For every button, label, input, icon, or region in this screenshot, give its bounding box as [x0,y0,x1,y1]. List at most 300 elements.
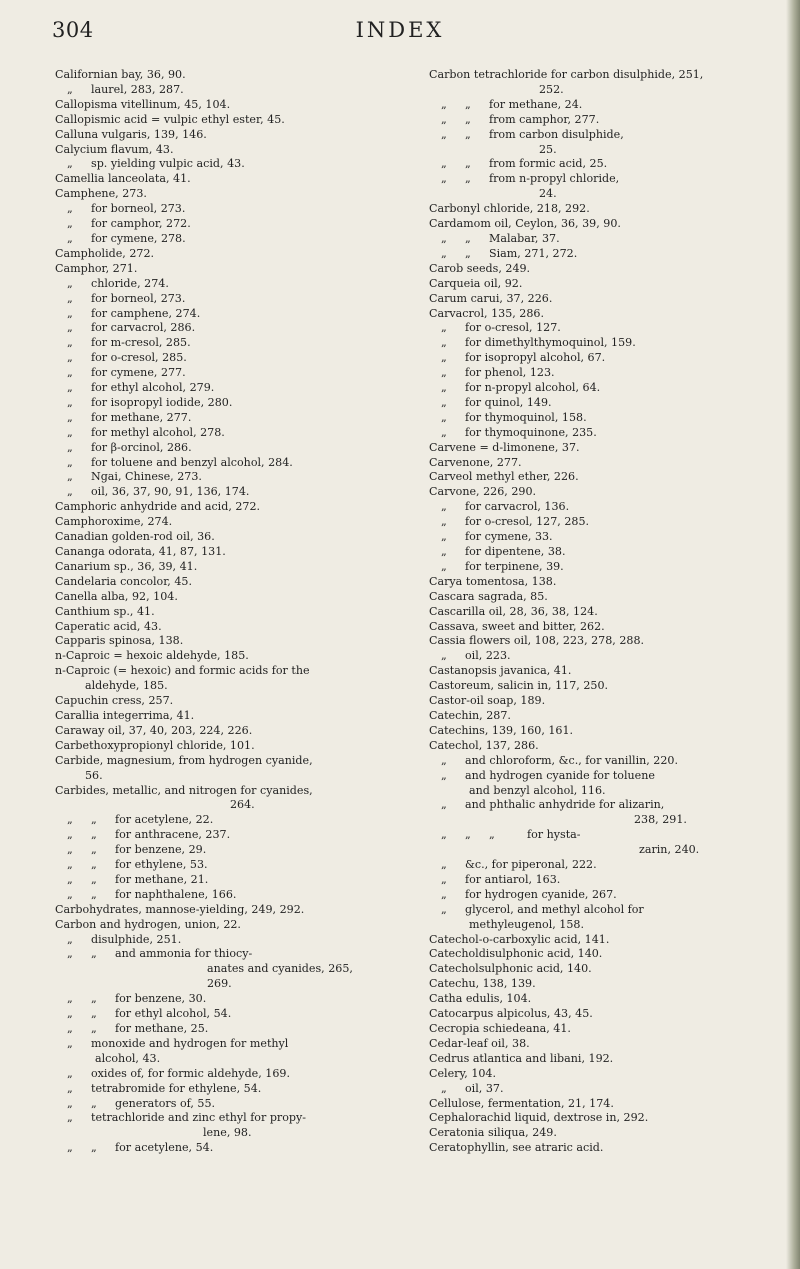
index-entry-text: from carbon disulphide, [489,127,624,141]
index-entry [429,485,779,500]
index-entry [55,277,411,292]
ditto-mark: „ [67,1036,73,1050]
index-entry [429,426,779,441]
index-entry [429,1111,779,1126]
index-entry-text: for o-cresol, 127, 285. [465,515,590,529]
index-entry [429,381,779,396]
index-entry [55,426,411,441]
index-entry-text: Capparis spinosa, 138. [55,634,184,648]
index-entry-text: for benzene, 29. [115,843,207,857]
index-entry-text: n-Caproic = hexoic aldehyde, 185. [55,649,249,663]
index-entry [429,798,779,813]
index-entry-text: for thymoquinone, 235. [465,425,597,439]
index-entry [429,307,779,322]
ditto-mark: „ [441,351,447,365]
ditto-mark: „ [67,366,73,380]
index-entry [429,903,779,918]
index-entry [429,545,779,560]
index-entry [429,724,779,739]
index-entry-text: Carbonyl chloride, 218, 292. [429,202,590,216]
index-column-right [429,68,779,1156]
index-entry-text: Carvacrol, 135, 286. [429,306,545,320]
page-header [0,18,800,48]
index-entry-text: Canthium sp., 41. [55,604,155,618]
index-entry-text: for cymene, 277. [91,366,186,380]
index-entry [429,575,779,590]
index-entry [55,381,411,396]
index-entry-text: for isopropyl alcohol, 67. [465,351,606,365]
index-entry [55,1007,411,1022]
index-entry-text: Ngai, Chinese, 273. [91,470,202,484]
index-entry-text: 56. [85,768,103,782]
ditto-mark: „ [67,82,73,96]
index-entry [429,262,779,277]
index-entry-text: oil, 223. [465,649,511,663]
index-entry [429,679,779,694]
index-entry [429,83,779,98]
index-entry [55,1067,411,1082]
index-entry-text: and hydrogen cyanide for toluene [465,768,655,782]
ditto-mark: „ [91,872,97,886]
ditto-mark: „ [465,157,471,171]
ditto-mark: „ [67,947,73,961]
index-entry [429,232,779,247]
index-entry-text: Calycium flavum, 43. [55,142,174,156]
index-entry [55,247,411,262]
index-entry-text: for o-cresol, 285. [91,351,187,365]
ditto-mark: „ [441,425,447,439]
index-entry-text: for ethylene, 53. [115,858,208,872]
ditto-mark: „ [91,843,97,857]
index-entry [55,888,411,903]
ditto-mark: „ [441,366,447,380]
index-entry [55,992,411,1007]
index-entry [55,560,411,575]
ditto-mark: „ [441,559,447,573]
index-entry-text: Castor-oil soap, 189. [429,694,546,708]
ditto-mark: „ [465,97,471,111]
index-entry [55,143,411,158]
index-entry [55,470,411,485]
index-entry [429,202,779,217]
index-entry-text: and chloroform, &c., for vanillin, 220. [465,753,679,767]
ditto-mark: „ [67,1111,73,1125]
index-entry [55,411,411,426]
index-entry [429,1141,779,1156]
index-entry-text: Carum carui, 37, 226. [429,291,553,305]
index-entry-text: Cephalorachid liquid, dextrose in, 292. [429,1111,649,1125]
ditto-mark: „ [91,887,97,901]
index-entry-text: lene, 98. [203,1126,252,1140]
ditto-mark: „ [67,425,73,439]
index-entry [55,918,411,933]
index-entry [429,68,779,83]
index-entry [429,754,779,769]
index-entry [429,709,779,724]
index-entry-text: for isopropyl iodide, 280. [91,395,233,409]
index-entry [429,828,779,843]
index-entry [55,1082,411,1097]
ditto-mark: „ [441,1081,447,1095]
index-entry-text: Carveol methyl ether, 226. [429,470,579,484]
index-entry-text: Ceratonia siliqua, 249. [429,1126,557,1140]
index-entry-text: Carya tomentosa, 138. [429,574,557,588]
index-entry [55,590,411,605]
ditto-mark: „ [441,157,447,171]
index-entry [429,1126,779,1141]
index-entry [55,68,411,83]
index-entry-text: for methyl alcohol, 278. [91,425,225,439]
index-entry [429,620,779,635]
index-entry-text: glycerol, and methyl alcohol for [465,902,644,916]
ditto-mark: „ [441,858,447,872]
ditto-mark: „ [67,455,73,469]
index-entry [429,947,779,962]
index-entry-text: 238, 291. [634,813,687,827]
index-entry [429,396,779,411]
index-entry [55,679,411,694]
ditto-mark: „ [67,485,73,499]
index-entry-text: chloride, 274. [91,276,169,290]
index-entry-text: for quinol, 149. [465,395,552,409]
index-entry [55,202,411,217]
index-entry-text: Catechol-o-carboxylic acid, 141. [429,932,610,946]
index-entry-text: Catechins, 139, 160, 161. [429,723,574,737]
index-entry [55,620,411,635]
ditto-mark: „ [441,649,447,663]
index-entry [429,634,779,649]
index-entry [429,843,779,858]
index-entry-text: Cassava, sweet and bitter, 262. [429,619,605,633]
index-entry-text: Callopismic acid = vulpic ethyl ester, 45. [55,112,285,126]
index-entry [429,888,779,903]
ditto-mark: „ [67,470,73,484]
index-entry [55,515,411,530]
ditto-mark: „ [67,1007,73,1021]
ditto-mark: „ [67,351,73,365]
ditto-mark: „ [67,1141,73,1155]
index-entry-text: Ceratophyllin, see atraric acid. [429,1141,604,1155]
index-entry [55,828,411,843]
index-entry-text: for borneol, 273. [91,202,186,216]
index-entry-text: for methane, 21. [115,872,209,886]
index-entry [429,918,779,933]
index-entry [429,1067,779,1082]
ditto-mark: „ [441,97,447,111]
index-entry-text: tetrachloride and zinc ethyl for propy- [91,1111,307,1125]
index-entry [429,1082,779,1097]
index-entry [55,903,411,918]
index-entry-text: Camphene, 273. [55,187,147,201]
index-entry [55,1126,411,1141]
index-entry [429,113,779,128]
index-entry [55,500,411,515]
index-entry [429,456,779,471]
index-entry-text: Cecropia schiedeana, 41. [429,1022,571,1035]
index-entry [429,98,779,113]
index-entry-text: sp. yielding vulpic acid, 43. [91,157,245,171]
index-entry-text: n-Caproic (= hexoic) and formic acids for the [55,664,310,678]
index-entry-text: oxides of, for formic aldehyde, 169. [91,1066,290,1080]
index-entry-text: Catecholsulphonic acid, 140. [429,962,592,976]
index-entry-text: zarin, 240. [639,843,700,857]
index-entry-text: Camellia lanceolata, 41. [55,172,191,186]
ditto-mark: „ [67,992,73,1006]
ditto-mark: „ [67,336,73,350]
index-entry-text: Candelaria concolor, 45. [55,574,193,588]
ditto-mark: „ [441,887,447,901]
running-head: INDEX [355,18,445,42]
index-entry-text: laurel, 283, 287. [91,82,184,96]
index-entry [429,128,779,143]
index-entry [429,694,779,709]
index-entry-text: for carvacrol, 286. [91,321,196,335]
index-entry [429,441,779,456]
index-entry [55,798,411,813]
ditto-mark: „ [91,1022,97,1035]
ditto-mark: „ [441,321,447,335]
index-entry-text: Carbides, metallic, and nitrogen for cyanides, [55,783,313,797]
ditto-mark: „ [441,112,447,126]
index-entry-text: Catha edulis, 104. [429,992,532,1006]
index-entry [55,441,411,456]
index-entry-text: for dimethylthymoquinol, 159. [465,336,636,350]
index-entry [55,694,411,709]
index-entry [55,873,411,888]
index-entry [429,217,779,232]
ditto-mark: „ [465,172,471,186]
index-entry [429,858,779,873]
index-entry [429,172,779,187]
index-entry [55,307,411,322]
ditto-mark: „ [441,530,447,544]
ditto-mark: „ [441,872,447,886]
index-entry-text: Siam, 271, 272. [489,246,578,260]
index-entry [429,739,779,754]
ditto-mark: „ [441,395,447,409]
index-entry-text: for thymoquinol, 158. [465,410,587,424]
index-entry [429,247,779,262]
ditto-mark: „ [67,813,73,827]
index-entry-text: Cellulose, fermentation, 21, 174. [429,1096,614,1110]
index-entry [55,113,411,128]
index-entry-text: Catechu, 138, 139. [429,977,536,991]
ditto-mark: „ [67,321,73,335]
index-entry [429,590,779,605]
index-entry [55,292,411,307]
index-entry-text: for methane, 25. [115,1022,209,1035]
index-entry-text: Cascarilla oil, 28, 36, 38, 124. [429,604,598,618]
ditto-mark: „ [465,112,471,126]
index-entry-text: Carvenone, 277. [429,455,522,469]
index-entry [429,366,779,381]
index-entry-text: Cascara sagrada, 85. [429,589,548,603]
index-entry-text: Camphoroxime, 274. [55,515,173,529]
ditto-mark: „ [441,381,447,395]
index-entry [55,262,411,277]
ditto-mark: „ [67,217,73,231]
index-entry [55,634,411,649]
index-entry [429,605,779,620]
index-entry-text: oil, 37. [465,1081,504,1095]
ditto-mark: „ [67,858,73,872]
ditto-mark: „ [67,202,73,216]
index-entry [55,545,411,560]
ditto-mark: „ [67,231,73,245]
index-entry-text: Carbohydrates, mannose-yielding, 249, 292. [55,902,305,916]
index-entry [429,292,779,307]
page-edge-shadow [786,0,800,1269]
index-entry [429,933,779,948]
ditto-mark: „ [441,172,447,186]
index-entry-text: for camphor, 272. [91,217,191,231]
index-entry [55,1037,411,1052]
index-entry [55,98,411,113]
index-entry [55,605,411,620]
index-entry [429,1007,779,1022]
index-entry-text: for benzene, 30. [115,992,207,1006]
index-entry-text: 264. [230,798,255,812]
index-entry [429,873,779,888]
ditto-mark: „ [91,828,97,842]
ditto-mark: „ [91,858,97,872]
index-entry [55,1097,411,1112]
index-entry [429,411,779,426]
index-entry-text: Celery, 104. [429,1066,497,1080]
index-entry-text: Malabar, 37. [489,231,560,245]
ditto-mark: „ [441,410,447,424]
index-entry-text: Catechin, 287. [429,708,511,722]
index-entry [429,649,779,664]
index-entry [429,769,779,784]
index-entry-text: for carvacrol, 136. [465,500,570,514]
index-entry [429,321,779,336]
index-entry [55,187,411,202]
index-entry-text: Caperatic acid, 43. [55,619,162,633]
index-entry-text: for terpinene, 39. [465,559,564,573]
index-entry [55,664,411,679]
index-entry [55,1052,411,1067]
index-entry [55,933,411,948]
ditto-mark: „ [465,127,471,141]
index-entry-text: Carbide, magnesium, from hydrogen cyanide, [55,753,313,767]
index-entry-text: for hydrogen cyanide, 267. [465,887,617,901]
index-entry-text: Carob seeds, 249. [429,261,531,275]
ditto-mark: „ [67,1066,73,1080]
index-entry [55,784,411,799]
index-entry-text: Calluna vulgaris, 139, 146. [55,127,207,141]
index-entry-text: 269. [207,977,232,991]
index-entry-text: Canella alba, 92, 104. [55,589,178,603]
index-entry-text: Canadian golden-rod oil, 36. [55,530,215,544]
index-entry-text: Callopisma vitellinum, 45, 104. [55,97,231,111]
index-entry [55,351,411,366]
index-entry-text: for toluene and benzyl alcohol, 284. [91,455,293,469]
index-entry [429,664,779,679]
index-entry-text: generators of, 55. [115,1096,216,1110]
ditto-mark: „ [441,798,447,812]
index-entry [55,232,411,247]
ditto-mark: „ [441,231,447,245]
ditto-mark: „ [67,932,73,946]
index-entry-text: for m-cresol, 285. [91,336,191,350]
index-entry-text: for dipentene, 38. [465,545,566,558]
index-entry-text: Campholide, 272. [55,246,155,260]
index-entry-text: for naphthalene, 166. [115,887,237,901]
index-entry [55,962,411,977]
ditto-mark: „ [67,1081,73,1095]
index-entry-text: tetrabromide for ethylene, 54. [91,1081,262,1095]
index-entry-text: for cymene, 278. [91,231,186,245]
ditto-mark: „ [67,410,73,424]
index-column-left [55,68,411,1156]
index-entry [55,769,411,784]
index-entry-text: for anthracene, 237. [115,828,231,842]
page-number: 304 [52,18,94,42]
index-entry-text: for n-propyl alcohol, 64. [465,381,601,395]
index-entry [55,336,411,351]
ditto-mark: „ [67,872,73,886]
index-entry-text: Canarium sp., 36, 39, 41. [55,559,198,573]
ditto-mark: „ [441,500,447,514]
index-entry [55,1022,411,1037]
index-entry-text: Camphoric anhydride and acid, 272. [55,500,261,514]
ditto-mark: „ [67,291,73,305]
ditto-mark: „ [441,515,447,529]
ditto-mark: „ [91,1141,97,1155]
index-entry-text: for acetylene, 54. [115,1141,214,1155]
index-entry [429,784,779,799]
ditto-mark: „ [67,828,73,842]
index-entry [55,128,411,143]
index-entry-text: Carvene = d-limonene, 37. [429,440,580,454]
index-entry-text: Californian bay, 36, 90. [55,68,186,81]
index-entry-text: Catocarpus alpicolus, 43, 45. [429,1007,593,1021]
index-entry-text: for methane, 24. [489,97,583,111]
index-entry-text: Cedar-leaf oil, 38. [429,1036,530,1050]
ditto-mark: „ [67,1022,73,1035]
index-entry-text: for hysta- [527,828,581,842]
index-entry-text: for β-orcinol, 286. [91,440,192,454]
index-entry [429,336,779,351]
ditto-mark: „ [441,753,447,767]
index-entry-text: Carbon tetrachloride for carbon disulphide, 251, [429,68,704,81]
index-entry [55,649,411,664]
index-entry-text: Caraway oil, 37, 40, 203, 224, 226. [55,723,253,737]
index-entry [429,515,779,530]
ditto-mark: „ [67,1096,73,1110]
index-entry-text: oil, 36, 37, 90, 91, 136, 174. [91,485,250,499]
ditto-mark: „ [67,381,73,395]
index-entry-text: for ethyl alcohol, 279. [91,381,215,395]
ditto-mark: „ [465,231,471,245]
index-entry-text: 24. [539,187,557,201]
index-entry-text: for ethyl alcohol, 54. [115,1007,232,1021]
index-entry-text: Carqueia oil, 92. [429,276,523,290]
index-entry-text: for acetylene, 22. [115,813,214,827]
index-entry [55,485,411,500]
ditto-mark: „ [465,246,471,260]
ditto-mark: „ [441,336,447,350]
index-entry-text: monoxide and hydrogen for methyl [91,1036,289,1050]
index-entry-text: 252. [539,82,564,96]
index-entry-text: and benzyl alcohol, 116. [469,783,606,797]
ditto-mark: „ [67,843,73,857]
index-entry-text: Capuchin cress, 257. [55,694,174,708]
ditto-mark: „ [91,813,97,827]
index-entry [55,754,411,769]
index-entry [429,992,779,1007]
